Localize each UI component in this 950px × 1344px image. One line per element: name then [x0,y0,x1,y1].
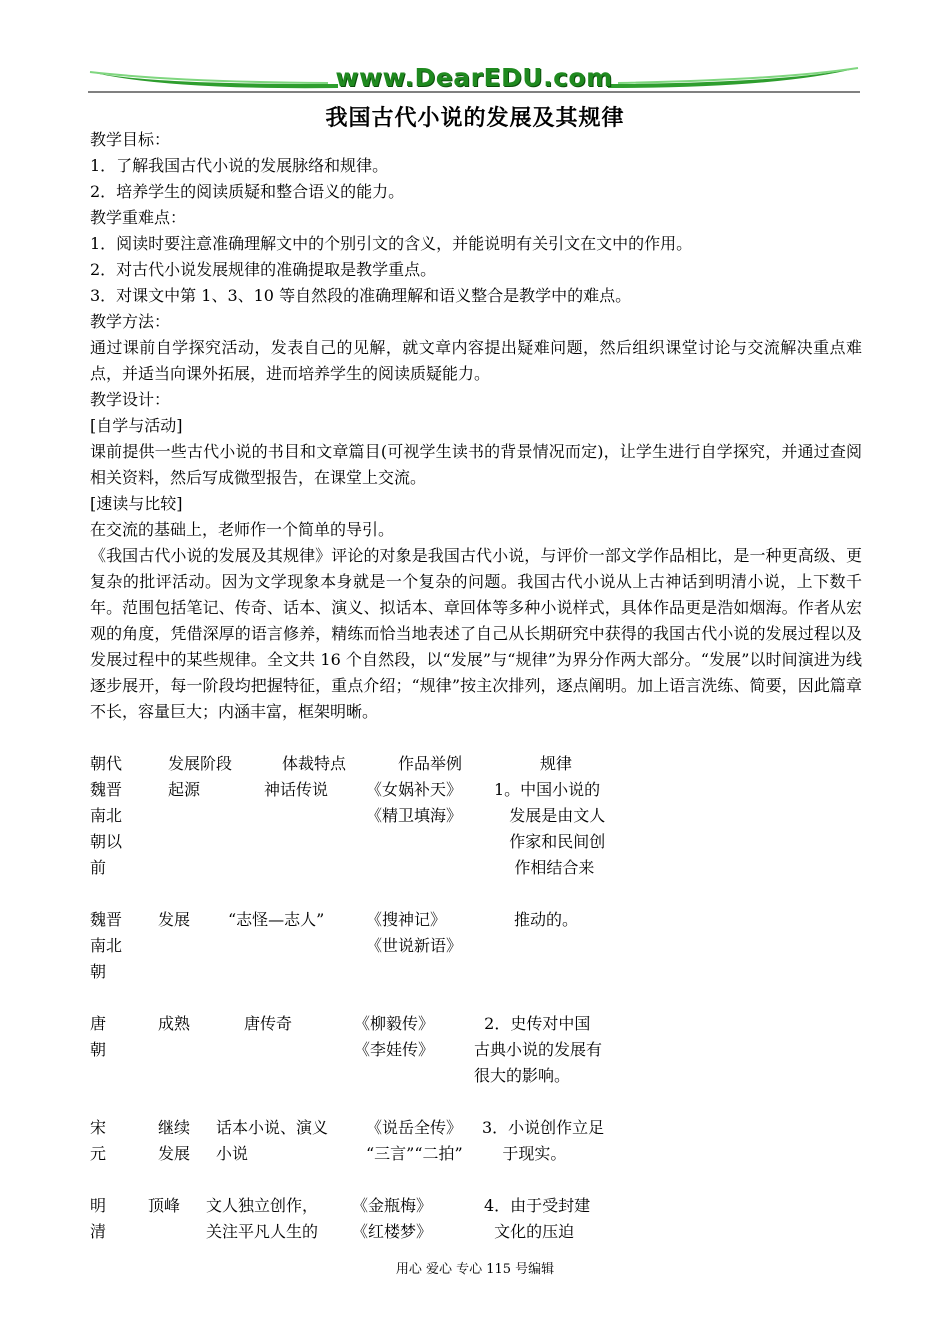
table-cell-works: 《搜神记》 《世说新语》 [366,910,463,955]
text-line: 在交流的基础上，老师作一个简单的导引。 [90,520,395,539]
text-line: 1．阅读时要注意准确理解文中的个别引文的含义，并能说明有关引文在文中的作用。 [90,234,693,253]
text-line: 2．培养学生的阅读质疑和整合语义的能力。 [90,182,405,201]
table-cell-stage: 顶峰 [148,1196,181,1215]
table-cell-era: 唐 朝 [90,1014,107,1059]
table-cell-stage: 继续 发展 [158,1118,191,1163]
text-line: 教学重难点： [90,208,187,227]
text-line: 3．对课文中第 1、3、10 等自然段的准确理解和语义整合是教学中的难点。 [90,286,632,305]
table-header-era: 朝代 [90,754,123,773]
table-header-works: 作品举例 [398,754,463,773]
section-heading: [自学与活动] [90,416,183,435]
method-paragraph: 通过课前自学探究活动，发表自己的见解，就文章内容提出疑难问题，然后组织课堂讨论与交流解决重点难点，并适当向课外拓展，进而培养学生的阅读质疑能力。 [90,338,862,383]
text-line: 1．了解我国古代小说的发展脉络和规律。 [90,156,389,175]
table-cell-genre: 话本小说、演义 小说 [216,1118,329,1163]
table-cell-stage: 成熟 [158,1014,191,1033]
section-heading: [速读与比较] [90,494,183,513]
table-cell-rule: 4．由于受封建 文化的压迫 [484,1196,591,1241]
table-cell-genre: “志怪—志人” [228,910,325,929]
page-footer: 用心 爱心 专心 115 号编辑 [395,1262,555,1277]
document-body [90,127,862,725]
table-cell-rule: 2．史传对中国 古典小说的发展有 很大的影响。 [474,1014,603,1085]
table-cell-genre: 唐传奇 [244,1014,293,1033]
table-cell-rule: 推动的。 [514,910,579,929]
text-line: 教学目标： [90,130,171,149]
table-cell-stage: 发展 [158,910,191,929]
table-cell-era: 魏晋 南北 朝以 前 [90,780,123,877]
text-line: 教学方法： [90,312,171,331]
table-header-stage: 发展阶段 [168,754,233,773]
section-paragraph: 《我国古代小说的发展及其规律》评论的对象是我国古代小说，与评价一部文学作品相比，是一种更高级、更复杂的批评活动。因为文学现象本身就是一个复杂的问题。我国古代小说从上古神话到明清小说，上下数千年。范围包括笔记、传奇、话本、演义、拟话本、章回体等多种小说样式，具体作品更是浩如烟海。作者从宏观的角度，凭借深厚的语言修养，精练而恰当地表述了自己从长期研究中获得的我国古代小说的发展过程以及发展过程中的某些规律。全文共 16 个自然段，以“发展”与“规律”为界分作两大部分。“发展”以时间演进为线逐步展开，每一阶段均把握特征，重点介绍；“规律”按主次排列，逐点阐明。加上语言洗练、简要，因此篇章不长，容量巨大；内涵丰富，框架明晰。 [90,546,862,721]
site-header-banner [88,62,860,96]
site-logo: www.DearEDU.com [335,63,613,92]
table-cell-works: 《柳毅传》 《李娃传》 [354,1014,435,1059]
table-cell-works: 《说岳全传》 “三言”“二拍” [366,1118,463,1163]
table-cell-genre: 文人独立创作， 关注平凡人生的 [206,1196,319,1241]
document-title: 我国古代小说的发展及其规律 [325,105,625,131]
table-cell-works: 《女娲补天》 《精卫填海》 [366,780,463,825]
table-cell-works: 《金瓶梅》 《红楼梦》 [352,1196,433,1241]
text-line: 2．对古代小说发展规律的准确提取是教学重点。 [90,260,437,279]
table-cell-rule: 3．小说创作立足 于现实。 [482,1118,605,1163]
section-paragraph: 课前提供一些古代小说的书目和文章篇目(可视学生读书的背景情况而定)，让学生进行自学探究，并通过查阅相关资料，然后写成微型报告，在课堂上交流。 [90,442,862,487]
table-cell-era: 魏晋 南北 朝 [90,910,123,981]
table-cell-rule: 1。中国小说的 发展是由文人 作家和民间创 作相结合来 [494,780,606,877]
table-header-genre: 体裁特点 [282,754,347,773]
table-header-rule: 规律 [540,754,573,773]
table-cell-stage: 起源 [168,780,201,799]
design-heading: 教学设计： [90,390,171,409]
table-cell-era: 明 清 [90,1196,107,1241]
table-cell-genre: 神话传说 [264,780,329,799]
table-cell-era: 宋 元 [90,1118,107,1163]
